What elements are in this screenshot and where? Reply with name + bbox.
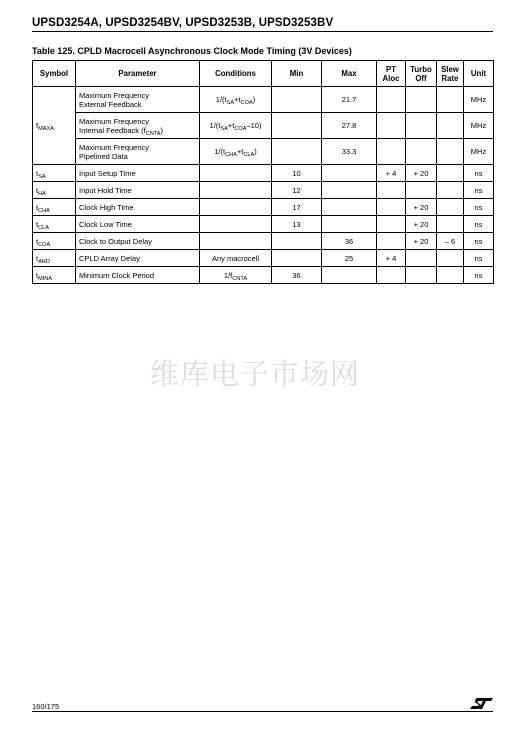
cell-parameter: Maximum Frequency External Feedback — [76, 87, 200, 113]
cell-unit: MHz — [464, 139, 494, 165]
cell-max: 27.8 — [322, 113, 377, 139]
cell-unit: ns — [464, 165, 494, 182]
cell-parameter: Clock to Output Delay — [76, 233, 200, 250]
table-row — [33, 165, 494, 182]
col-header-unit: Unit — [464, 61, 494, 87]
cell-unit: ns — [464, 216, 494, 233]
cell-turbo-off — [406, 267, 437, 284]
table-row — [33, 113, 494, 139]
cell-slew-rate — [437, 267, 464, 284]
document-header-title: UPSD3254A, UPSD3254BV, UPSD3253B, UPSD3253BV — [32, 17, 334, 29]
col-header-pt-aloc: PT Aloc — [377, 61, 406, 87]
cell-slew-rate: – 6 — [437, 233, 464, 250]
header-divider — [32, 31, 493, 32]
cell-conditions — [200, 233, 272, 250]
cell-pt-aloc — [377, 113, 406, 139]
cell-conditions — [200, 216, 272, 233]
table-row — [33, 233, 494, 250]
cell-unit: MHz — [464, 87, 494, 113]
table-row — [33, 199, 494, 216]
cell-pt-aloc: + 4 — [377, 250, 406, 267]
cell-min — [272, 250, 322, 267]
cell-min: 13 — [272, 216, 322, 233]
cell-parameter: Clock Low Time — [76, 216, 200, 233]
cell-turbo-off — [406, 250, 437, 267]
cell-conditions: $1/(t_{SA}+t_{COA})$ — [200, 87, 272, 113]
cell-symbol: $t_{COA}$ — [33, 233, 76, 250]
table-row — [33, 182, 494, 199]
col-header-conditions: Conditions — [200, 61, 272, 87]
cell-pt-aloc — [377, 182, 406, 199]
table-row — [33, 250, 494, 267]
cell-parameter: Maximum Frequency Pipelined Data — [76, 139, 200, 165]
cell-conditions — [200, 182, 272, 199]
col-header-symbol: Symbol — [33, 61, 76, 87]
cell-slew-rate — [437, 165, 464, 182]
col-header-slew-rate: Slew Rate — [437, 61, 464, 87]
cell-pt-aloc — [377, 233, 406, 250]
cell-max — [322, 199, 377, 216]
cell-pt-aloc: + 4 — [377, 165, 406, 182]
cell-turbo-off: + 20 — [406, 233, 437, 250]
cell-max: 25 — [322, 250, 377, 267]
cell-max: 21.7 — [322, 87, 377, 113]
cell-conditions: $1/(t_{SA}+t_{COA}-10)$ — [200, 113, 272, 139]
cell-slew-rate — [437, 216, 464, 233]
footer-divider — [32, 711, 493, 712]
cell-max — [322, 216, 377, 233]
cell-turbo-off: + 20 — [406, 216, 437, 233]
cell-min — [272, 113, 322, 139]
cell-min — [272, 233, 322, 250]
cell-max — [322, 267, 377, 284]
cell-pt-aloc — [377, 87, 406, 113]
cell-conditions: $1/f_{CNTA}$ — [200, 267, 272, 284]
cell-min — [272, 139, 322, 165]
cell-conditions — [200, 165, 272, 182]
cell-symbol: $t_{HA}$ — [33, 182, 76, 199]
cell-turbo-off: + 20 — [406, 199, 437, 216]
cell-symbol: $t_{CHA}$ — [33, 199, 76, 216]
cell-parameter: Maximum Frequency Internal Feedback $(f_{CNTA})$ — [76, 113, 200, 139]
table-row — [33, 267, 494, 284]
cell-max — [322, 165, 377, 182]
table-caption: Table 125. CPLD Macrocell Asynchronous Clock Mode Timing (3V Devices) — [32, 46, 352, 56]
cell-slew-rate — [437, 199, 464, 216]
cell-max: 33.3 — [322, 139, 377, 165]
cell-turbo-off — [406, 87, 437, 113]
cell-turbo-off — [406, 182, 437, 199]
cell-unit: MHz — [464, 113, 494, 139]
cell-parameter: Input Setup Time — [76, 165, 200, 182]
cell-max: 36 — [322, 233, 377, 250]
cell-unit: ns — [464, 233, 494, 250]
col-header-parameter: Parameter — [76, 61, 200, 87]
cell-unit: ns — [464, 250, 494, 267]
col-header-min: Min — [272, 61, 322, 87]
cell-parameter: CPLD Array Delay — [76, 250, 200, 267]
timing-table — [32, 60, 494, 284]
cell-min: 17 — [272, 199, 322, 216]
cell-min — [272, 87, 322, 113]
page-number: 160/175 — [32, 702, 60, 711]
cell-slew-rate — [437, 139, 464, 165]
cell-slew-rate — [437, 87, 464, 113]
cell-parameter: Input Hold Time — [76, 182, 200, 199]
cell-conditions: Any macrocell — [200, 250, 272, 267]
col-header-turbo-off: Turbo Off — [406, 61, 437, 87]
cell-slew-rate — [437, 182, 464, 199]
watermark-text: 维库电子市场网 — [150, 357, 361, 391]
cell-min: 10 — [272, 165, 322, 182]
cell-conditions — [200, 199, 272, 216]
cell-unit: ns — [464, 199, 494, 216]
table-row — [33, 216, 494, 233]
cell-pt-aloc — [377, 199, 406, 216]
cell-max — [322, 182, 377, 199]
cell-slew-rate — [437, 113, 464, 139]
cell-symbol: $t_{SA}$ — [33, 165, 76, 182]
table-header-row — [33, 61, 494, 87]
cell-parameter: Clock High Time — [76, 199, 200, 216]
cell-conditions: $1/(t_{CHA}+t_{CLA})$ — [200, 139, 272, 165]
cell-unit: ns — [464, 182, 494, 199]
cell-pt-aloc — [377, 267, 406, 284]
cell-symbol: $t_{MINA}$ — [33, 267, 76, 284]
table-row — [33, 87, 494, 113]
cell-slew-rate — [437, 250, 464, 267]
cell-min: 36 — [272, 267, 322, 284]
cell-symbol: $t_{CLA}$ — [33, 216, 76, 233]
st-logo-icon — [469, 697, 493, 710]
cell-turbo-off: + 20 — [406, 165, 437, 182]
cell-turbo-off — [406, 113, 437, 139]
cell-pt-aloc — [377, 139, 406, 165]
cell-symbol-fmaxa: $f_{MAXA}$ — [33, 87, 76, 165]
col-header-max: Max — [322, 61, 377, 87]
cell-turbo-off — [406, 139, 437, 165]
table-row — [33, 139, 494, 165]
cell-pt-aloc — [377, 216, 406, 233]
cell-unit: ns — [464, 267, 494, 284]
cell-symbol: $t_{ARD}$ — [33, 250, 76, 267]
cell-parameter: Minimum Clock Period — [76, 267, 200, 284]
cell-min: 12 — [272, 182, 322, 199]
